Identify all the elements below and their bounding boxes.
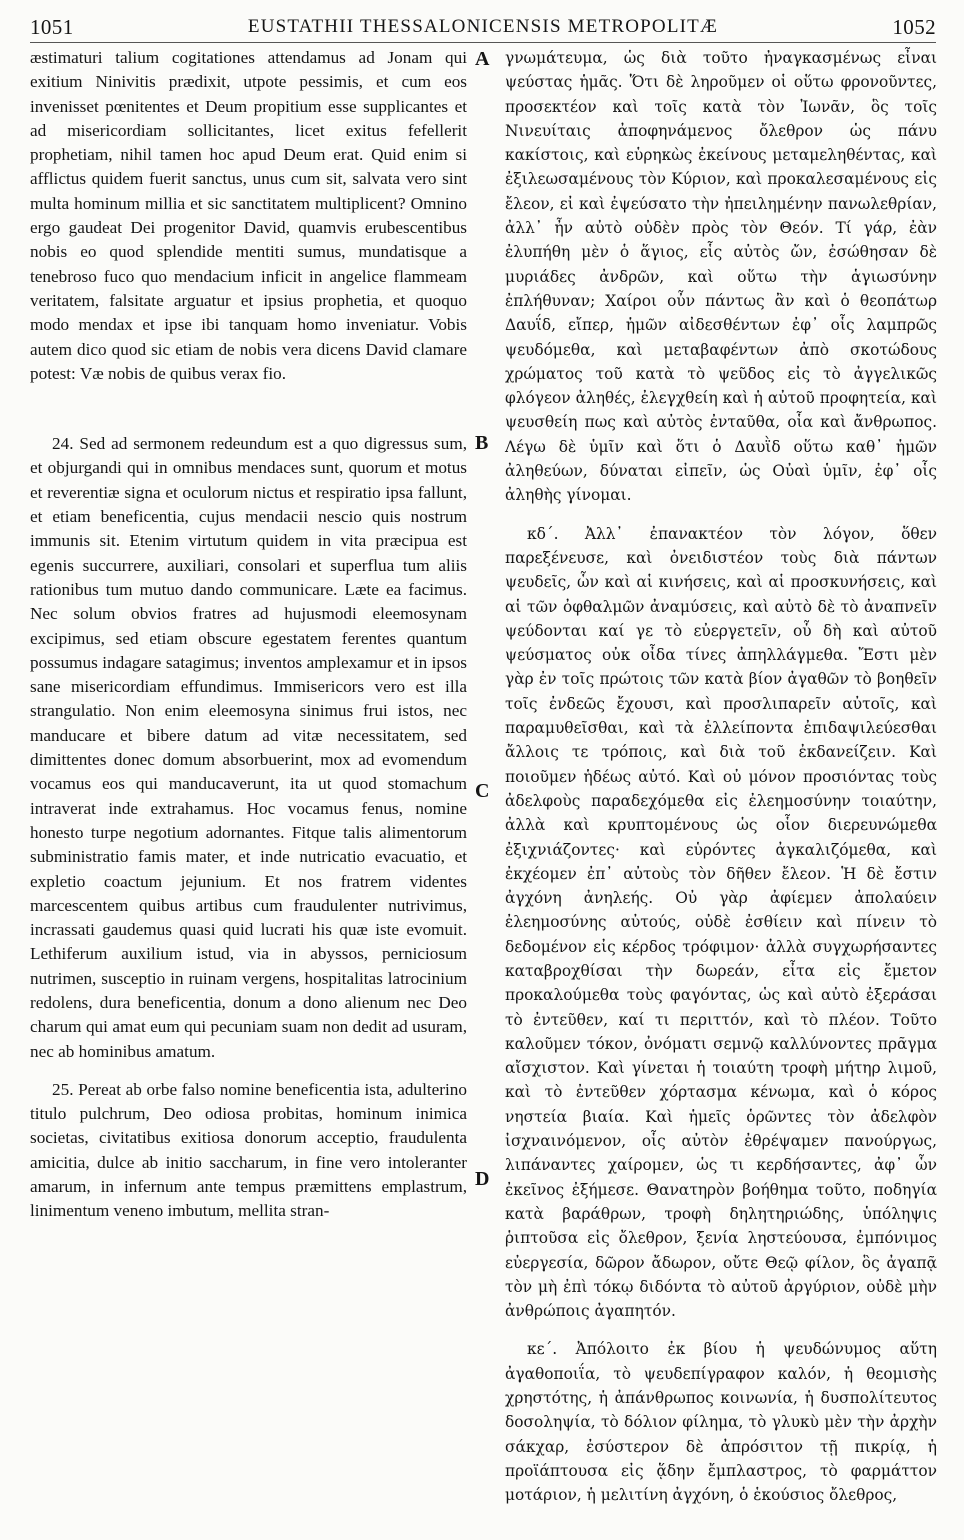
greek-paragraph-24: κδ΄. Ἀλλ᾽ ἐπανακτέον τὸν λόγον, ὅθεν παρεξένευσε, καὶ ὀνειδιστέον τοὺς διὰ πάντων ψευδεῖς, ὧν καὶ αἱ κινήσεις, καὶ αἱ προσκυνήσεις, καὶ αἱ τῶν ὀφθαλμῶν ἀναμύσεις, καὶ αὐτὸ δὲ τὸ ἀναπνεῖν ψεύδονται καί γε τὸ εὐεργετεῖν, οὗ δὴ καὶ αὐτοῦ ψεύσματος οὐκ οἶδα τίνες ἀπηλλάγμεθα. Ἔστι μὲν γὰρ ἐν τοῖς πρώτοις τῶν κατὰ βίον ἀγαθῶν τὸ βοηθεῖν τοῖς ἐνδεῶς ἔχουσι, καὶ προσλιπαρεῖν αὐτοῖς, καὶ παραμυθεῖσθαι, καὶ τὰ ἐλλείποντα ἐπιδαψιλεύεσθαι ἄλλοις τε τρόποις, καὶ διὰ τοῦ ἐκδανείζειν. Καὶ ποιοῦμεν ἡδέως αὐτό. Καὶ οὐ μόνον προσιόντας τοὺς ἀδελφοὺς παραδεχόμεθα εἰς ἐλεημοσύνην τοιαύτην, ἀλλὰ καὶ κρυπτομένους ὡς οἷον διερευνώμεθα ἐξιχνιάζοντες· καὶ εὑρόντες ἀγκαλιζόμεθα, καὶ ἐκχέομεν ἐπ᾽ αὐτοὺς τὸν δῆθεν ἔλεον. Ἡ δὲ ἔστιν ἀγχόνη ἀνηλεής. Οὐ γὰρ ἀφίεμεν ἀπολαύειν ἐλεημοσύνης αὐτούς, οὐδὲ ἐσθίειν καὶ πίνειν τὸ δεδομένον εἰς κέρδος τρόφιμον· ἀλλὰ συγχωρήσαντες καταβροχθίσαι τὴν δωρεάν, εἶτα εἰς ἔμετον προκαλούμεθα τοὺς φαγόντας, ὡς καὶ αὐτὸ ἐξεράσαι τὸ ἐντεῦθεν, καί τι περιττόν, καὶ τὸ πλέον. Τοῦτο καλοῦμεν τόκον, ὀνόματι σεμνῷ καλλύνοντες πρᾶγμα αἴσχιστον. Καὶ γίνεται ἡ τοιαύτη τροφὴ μήτηρ λιμοῦ, καὶ τὸ ἐντεῦθεν χόρτασμα κένωμα, καὶ ὁ κόρος νηστεία βιαία. Καὶ ἡμεῖς ὁρῶντες τὸν ἀδελφὸν ἰσχναινόμενον, οἷς αὐτὸν ἐθρέψαμεν πανούργως, λιπάναντες χαίρομεν, ὡς τι κερδήσαντες, ἀφ᾽ ὧν ἐκεῖνος ἐξήμεσε. Θανατηρὸν βοήθημα τοῦτο, ποδηγία κατὰ βαράθρων, τροφὴ δηλητηριώδης, ὑπόληψις ῥιπτοῦσα εἰς ὄλεθρον, ξενία ληστεύουσα, ἐμπόνιμος εὐεργεσία, δῶρον ἄδωρον, οὔτε Θεῷ φίλον, ὃς ἀγαπᾷ τὸν μὴ ἐπὶ τόκῳ διδόντα τὸ αὐτοῦ ἀργύριον, οὐδὲ μὴν ἀνθρώποις ἀγαπητόν. [505,524,937,1321]
section-gap [30,386,467,432]
latin-intro-paragraph: æstimaturi talium cogitationes attendamus ad Jonam qui exitium Ninivitis prædixit, utpote pessimis, et cum eos invenisset pœnitentes et Deum propitium esse supplicantes et ad misericordiam sollicitantes, licet exitus fefellerit prophetiam, nihil tamen hoc apud Deum erat. Quid enim si afflictus quidem fuerit sanctus, unus cum sit, salvata vero sint multa hominum millia et sic sanctitatem multiplicent? Omnino ergo gaudeat Dei progenitor David, quamvis erubescentibus nobis eo quod splendide mentiti sumus, mundatisque a tenebroso fuco quo mendacium inficit in angelice flammeam veritatem, falsitate arguatur et ipsius prophetia, et quoquo modo mendax et ipse ibi tanquam homo inveniatur. Vobis autem dico quod sic etiam de nobis vera dicens David clamare potest: Væ nobis de quibus verax fio. [30,48,467,383]
latin-paragraph-25: 25. Pereat ab orbe falso nomine beneficentia ista, adulterino titulo pulchrum, Deo odiosa probitas, hominum inimica societas, civitatibus exitiosa donorum acceptio, fraudulenta amicitia, dulce ab initio saccharum, in fine vero intoleranter amarum, in infernum ante tempus præmittens emplastrum, linimentum veneno imbutum, mellita stran- [30,1079,467,1221]
margin-marker-d: D [475,1168,490,1190]
latin-column [30,46,467,1532]
latin-paragraph-24: 24. Sed ad sermonem redeundum est a quo digressus sum, et objurgandi qui in omnibus mendaces sunt, quorum et motus et reverentiæ signa et oculorum nictus et respiratio ipsa fallunt, et etiam beneficentia, cujus mendacii nescio quis nostrum immunis sit. Etenim virtutum quidem in vita præcipua est egenis succurrere, auxiliari, consolari et superflua tum aliis rationibus tum mutuo dando communicare. Læte ea facimus. Nec solum obvios fratres ad hujusmodi eleemosynam excipimus, sed etiam obscure egestatem ferentes quantum possumus indagare satagimus; inventos amplexamur et in ipsos sane misericordiam effundimus. Immisericors vero est illa strangulatio. Non enim eleemosyna sinimus frui istos, nec manducare et bibere datum ad vitæ necessitatem, sed dimittentes donec domum absorbuerint, mox ad evomendum vocamus eos qui manducaverunt, ita ut quod stomachum intraverat inde extrahamus. Hoc vocamus fenus, nomine honesto turpe negotium adornantes. Fitque talis alimentorum subministratio famis mater, et inde nutricatio evacuatio, et expletio coactum jejunium. Et nos fratrem videntes marcescentem quibus artibus cum fraudulenter nutrivimus, incrassati gaudemus quasi quid lucrati his quæ iste evomuit. Lethiferum auxilium istud, via in abyssos, perniciosum nutrimen, susceptio in ruinam vergens, hospitalitas latrocinium redolens, dura beneficentia, donum a dono alienum nec Deo charum qui amat eum qui pecuniam suam non dedit ad usuram, nec ab hominibus amatum. [30,434,467,1061]
running-title: EUSTATHII THESSALONICENSIS METROPOLITÆ [247,16,719,37]
section-gap [505,1323,937,1337]
right-page-number: 1052 [892,14,936,39]
greek-intro-paragraph: γνωμάτευμα, ὡς διὰ τοῦτο ἠναγκασμένως εἶναι ψεύστας ἡμᾶς. Ὅτι δὲ ληροῦμεν οἱ οὕτω φρονοῦντες, προσεκτέον καὶ τοῖς κατὰ τὸν Ἰωνᾶν, ὃς τοῖς Νινευίταις ἀποφηνάμενος ὄλεθρον ὡς πάνυ κακίστοις, καὶ εὑρηκὼς ἐκείνους μεταμεληθέντας, καὶ ἐξιλεωσαμένους τὸν Κύριον, καὶ προκαλεσαμένους εἰς ἔλεον, εἰ καὶ ἐψεύσατο τὴν ἠπειλημένην πανωλεθρίαν, ἀλλ᾽ ἦν αὐτὸ οὐδὲν πρὸς τὸν Θεόν. Τί γάρ, ἐὰν ἐλυπήθη μὲν ὁ ἅγιος, εἷς αὐτὸς ὤν, ἐσώθησαν δὲ μυριάδες ἀνδρῶν, καὶ οὕτω τὴν ἁγιωσύνην ἐπλήθυναν; Χαίροι οὖν πάντως ἂν καὶ ὁ θεοπάτωρ Δαυΐδ, εἴπερ, ἡμῶν αἰδεσθέντων ἐφ᾽ οἷς λαμπρῶς ψευδόμεθα, καὶ μεταβαφέντων ἀπὸ σκοτώδους χρώματος τοῦ κατὰ τὸ ψεῦδος εἰς τὸ ἀγγελικῶς φλόγεον ἀληθές, ἐλεγχθείη καὶ ἡ αὐτοῦ προφητεία, καὶ ψευσθείη πως καὶ αὐτὸς ἐνταῦθα, οἷα καὶ ἄνθρωπος. Λέγω δὲ ὑμῖν καὶ ὅτι ὁ Δαυῒδ οὕτω καθ᾽ ἡμῶν ἀληθεύων, δύναται εἰπεῖν, ὡς Οὐαὶ ὑμῖν, ἐφ᾽ οἷς ἀληθὴς γίνομαι. [505,49,937,505]
margin-marker-c: C [475,780,490,802]
margin-marker-a: A [475,48,490,70]
running-header [30,12,936,43]
left-page-number: 1051 [30,14,74,39]
greek-column [505,46,937,1532]
margin-marker-b: B [475,432,489,454]
greek-paragraph-25: κε΄. Ἀπόλοιτο ἐκ βίου ἡ ψευδώνυμος αὕτη ἀγαθοποιΐα, τὸ ψευδεπίγραφον καλόν, ἡ θεομισὴς χρηστότης, ἡ ἀπάνθρωπος κοινωνία, ἡ δυσπολίτευτος δοσοληψία, τὸ δόλιον φίλημα, τὸ γλυκὺ μὲν τὴν ἀρχὴν σάκχαρ, ἐσύστερον δὲ ἀπρόσιτον τῇ πικρίᾳ, ἡ προϊάπτουσα εἰς ᾅδην ἔμπλαστρος, τὸ φαρμάττον μοτάριον, ἡ μελιτίνη ἀγχόνη, ὁ ἑκούσιος ὄλεθρος, [505,1340,937,1505]
section-gap [30,1064,467,1078]
section-gap [505,508,937,522]
